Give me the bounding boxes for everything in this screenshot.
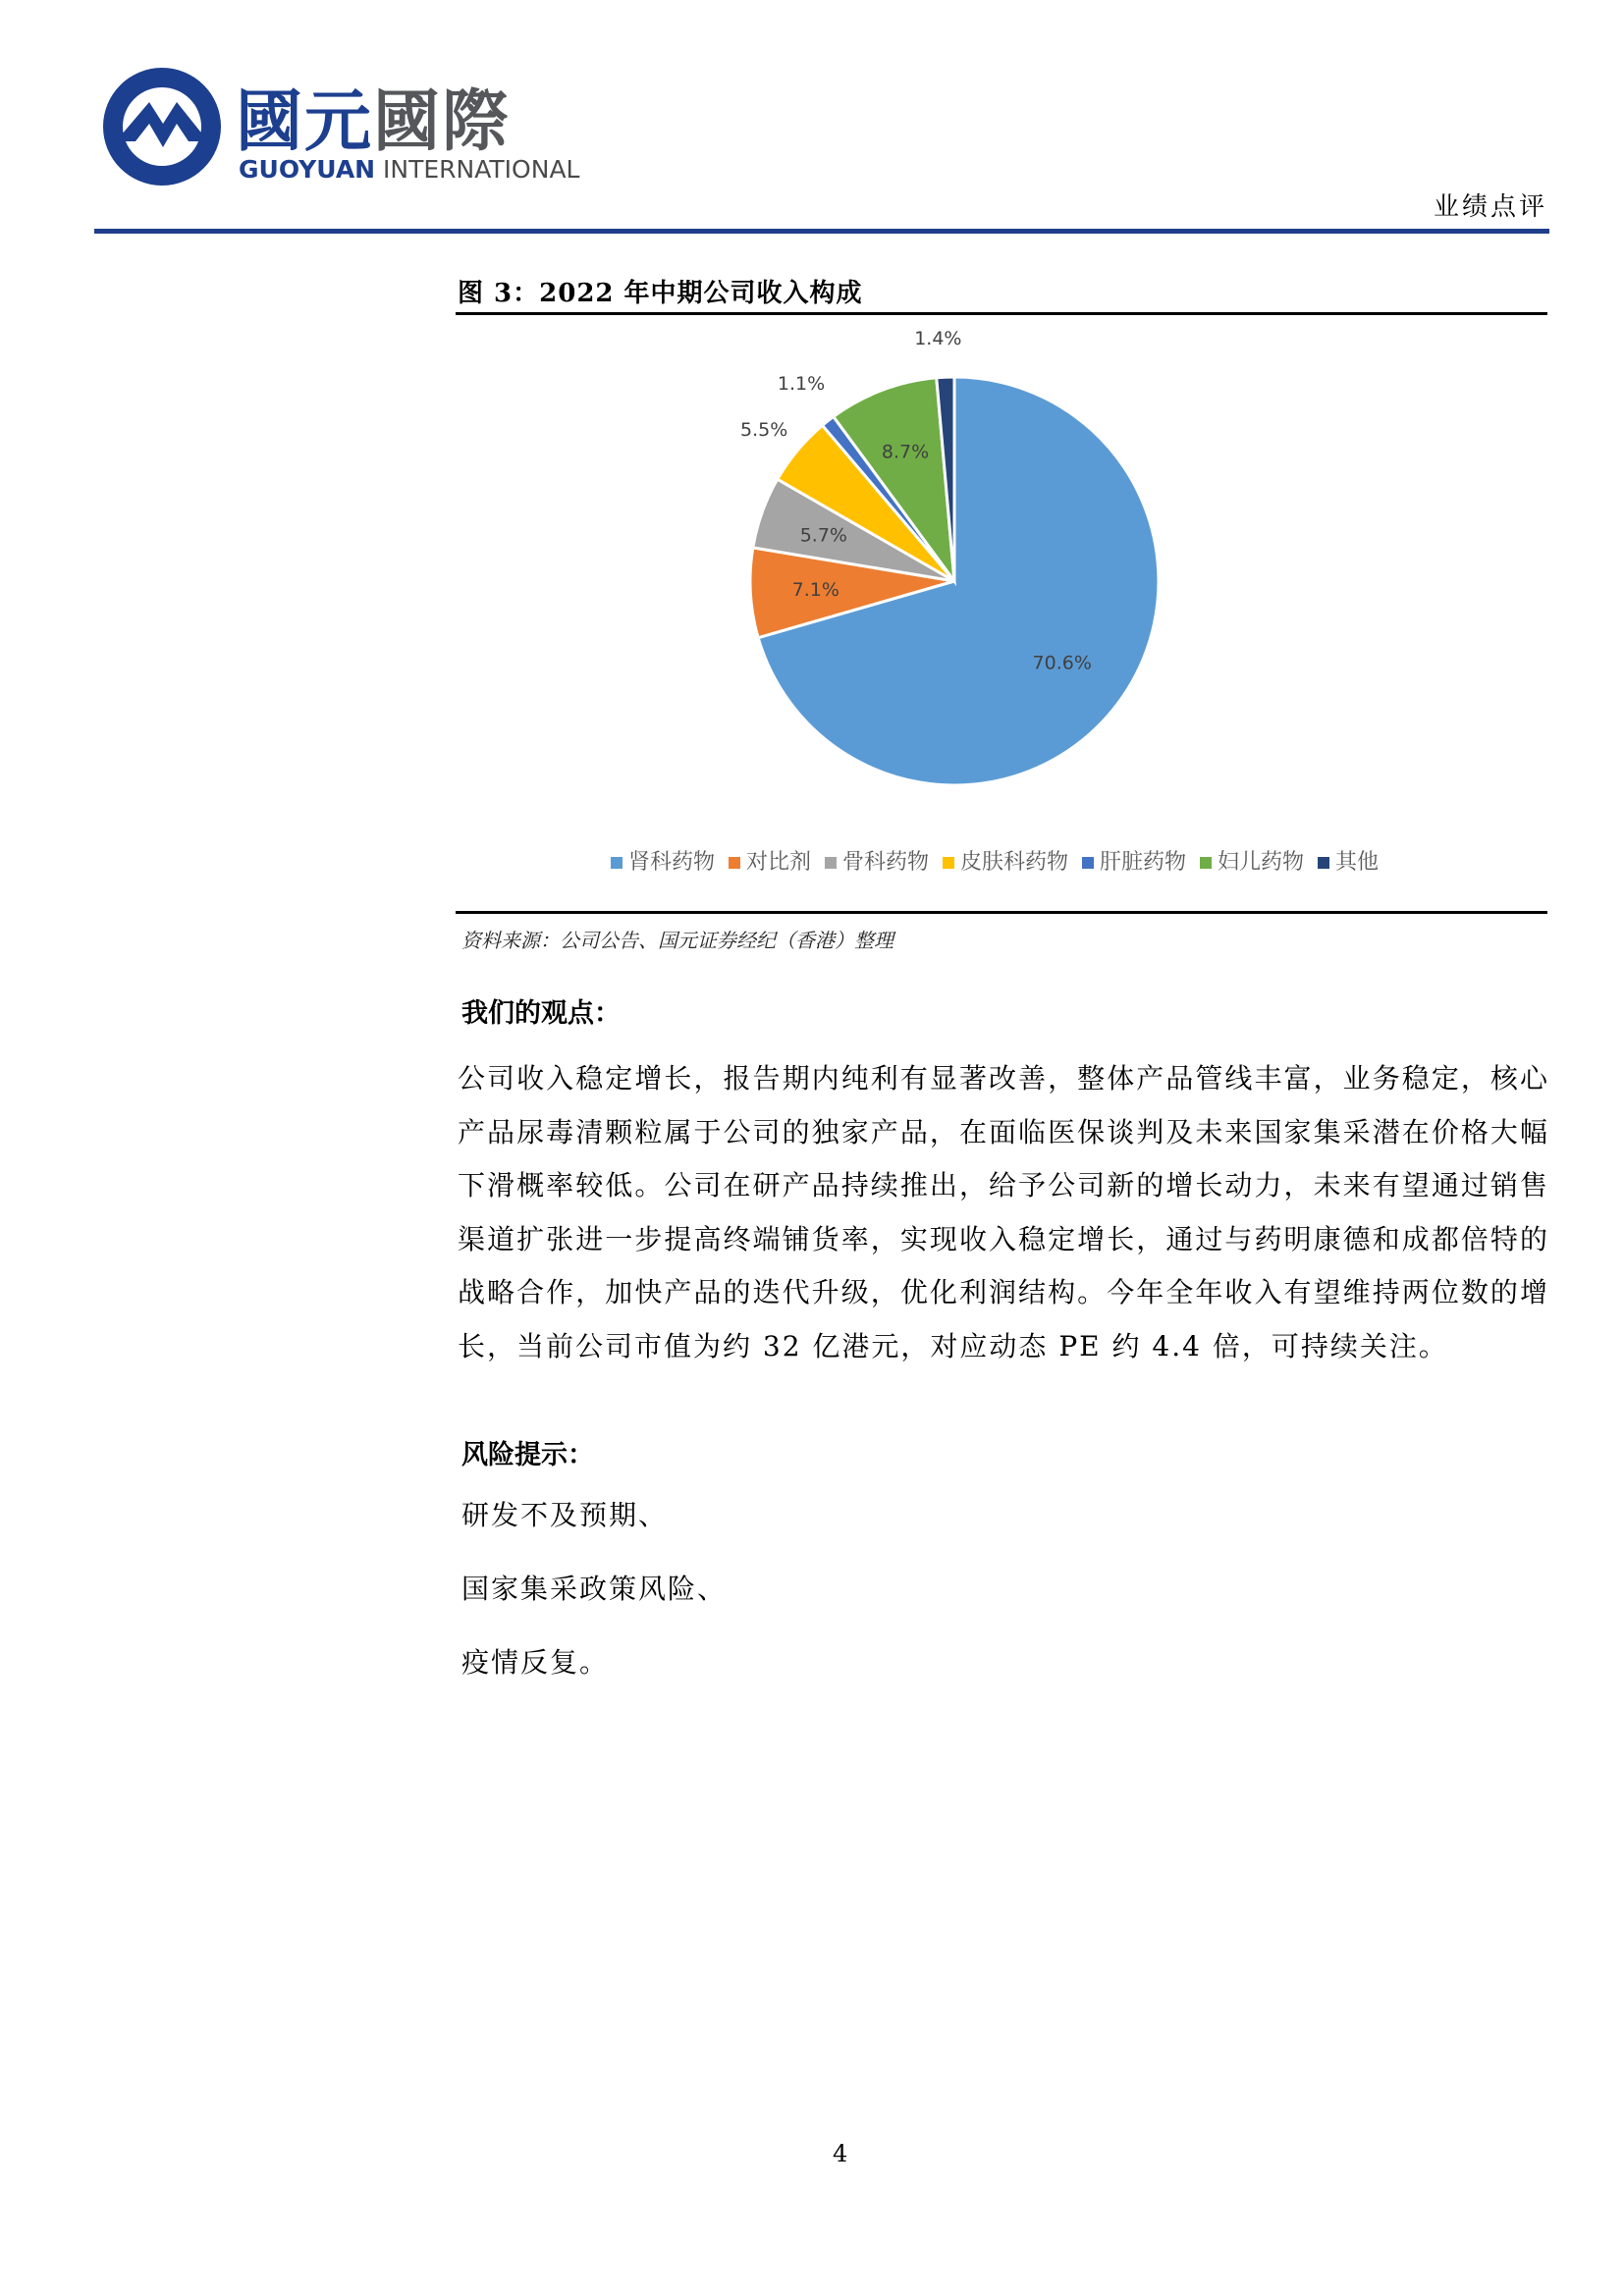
pie-data-label: 70.6% [1032, 652, 1092, 674]
logo-english-part2: INTERNATIONAL [375, 155, 580, 184]
pie-data-label: 7.1% [791, 579, 839, 602]
logo-chinese-name [236, 69, 512, 161]
legend-swatch [1082, 857, 1094, 869]
logo-english-part1: GUOYUAN [239, 155, 376, 184]
guoyuan-logo-mark-icon [98, 63, 226, 190]
page-number: 4 [833, 2140, 848, 2167]
legend-swatch [1200, 857, 1212, 869]
legend-label: 肾科药物 [628, 850, 716, 875]
logo-chinese-part2: 國際 [373, 83, 512, 161]
pie-data-label: 8.7% [881, 441, 930, 463]
legend-label: 骨科药物 [842, 850, 930, 875]
figure-top-rule [456, 312, 1547, 315]
pie-data-label: 1.4% [914, 328, 962, 350]
figure-bottom-rule [456, 911, 1547, 914]
risk-item: 疫情反复。 [461, 1646, 610, 1679]
pie-data-label: 1.1% [777, 373, 826, 396]
risk-item: 国家集采政策风险、 [461, 1573, 728, 1605]
pie-data-label: 5.5% [740, 418, 788, 441]
legend-swatch [729, 857, 740, 869]
logo-chinese-part1: 國元 [236, 83, 374, 161]
legend-swatch [611, 857, 623, 869]
legend-swatch [1318, 857, 1329, 869]
legend-swatch [943, 857, 954, 869]
legend-label: 对比剂 [746, 850, 812, 875]
legend-label: 皮肤科药物 [960, 850, 1069, 875]
logo-english-name [239, 155, 579, 184]
revenue-pie-chart [456, 316, 1547, 905]
risk-heading: 风险提示： [461, 1440, 594, 1470]
header-divider [94, 229, 1549, 234]
report-type-label: 业绩点评 [1433, 192, 1547, 222]
legend-swatch [825, 857, 837, 869]
pie-data-label: 5.7% [799, 524, 847, 547]
figure-source-note: 资料来源：公司公告、国元证券经纪（香港）整理 [461, 929, 893, 952]
views-paragraph: 公司收入稳定增长，报告期内纯利有显著改善，整体产品管线丰富，业务稳定，核心产品尿毒清颗粒属于公司的独家产品，在面临医保谈判及未来国家集采潜在价格大幅下滑概率较低。公司在研产品持续推出，给予公司新的增长动力，未来有望通过销售渠道扩张进一步提高终端铺货率，实现收入稳定增长，通过与药明康德和成都倍特的战略合作，加快产品的迭代升级，优化利润结构。今年全年收入有望维持两位数的增长，当前公司市值为约 32 亿港元，对应动态 PE 约 4.4 倍，可持续关注。 [458, 1062, 1549, 1362]
figure-title: 图 3：2022 年中期公司收入构成 [458, 279, 863, 308]
legend-label: 其他 [1335, 850, 1380, 875]
views-heading: 我们的观点： [461, 998, 621, 1029]
guoyuan-logo [98, 63, 580, 200]
legend-label: 妇儿药物 [1218, 850, 1305, 875]
risk-item: 研发不及预期、 [461, 1499, 669, 1531]
legend-label: 肝脏药物 [1100, 850, 1187, 875]
